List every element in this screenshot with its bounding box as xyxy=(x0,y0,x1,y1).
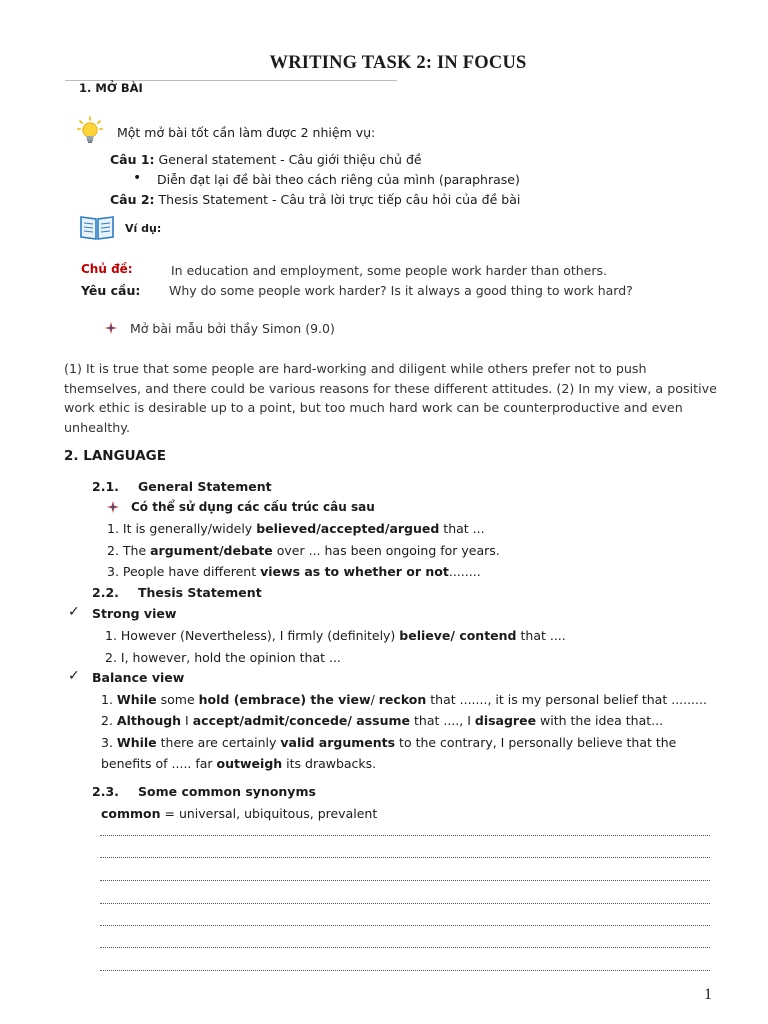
text-part: 2. The xyxy=(107,543,151,558)
writing-line xyxy=(100,970,710,971)
general-statement-2 xyxy=(107,543,500,558)
text-part: 3. xyxy=(101,735,117,750)
text-part-bold: reckon xyxy=(378,692,427,707)
text-part: some xyxy=(156,692,199,707)
checkmark-icon: ✓ xyxy=(68,604,80,620)
subsection-2-3-title: Some common synonyms xyxy=(138,784,316,799)
strong-view-label: Strong view xyxy=(92,606,177,621)
paraphrase-bullet-text: Diễn đạt lại đề bài theo cách riêng của mình (paraphrase) xyxy=(157,172,520,187)
writing-line xyxy=(100,835,710,836)
subsection-2-1-number: 2.1. xyxy=(92,479,119,494)
text-part-bold: disagree xyxy=(474,713,537,728)
cau-2-line xyxy=(110,192,520,207)
text-part: there are certainly xyxy=(156,735,281,750)
lightbulb-icon xyxy=(77,116,103,149)
text-part: ........ xyxy=(448,564,481,579)
sample-label: Mở bài mẫu bởi thầy Simon (9.0) xyxy=(130,321,335,336)
text-part: to the contrary, I personally believe that the xyxy=(395,735,677,750)
chu-de-text: In education and employment, some people work harder than others. xyxy=(171,263,607,278)
section-2-heading: 2. LANGUAGE xyxy=(64,448,166,464)
writing-line xyxy=(100,903,710,904)
cau-2-text: Thesis Statement - Câu trả lời trực tiếp câu hỏi của đề bài xyxy=(154,192,521,207)
writing-line xyxy=(100,880,710,881)
text-part: 3. People have different xyxy=(107,564,261,579)
balance-view-label: Balance view xyxy=(92,670,185,685)
subsection-2-3-number: 2.3. xyxy=(92,784,119,799)
page-number: 1 xyxy=(704,986,712,1003)
text-part-bold: While xyxy=(116,692,157,707)
text-part-bold: believed/accepted/argued xyxy=(256,521,440,536)
chu-de-label: Chủ đề: xyxy=(81,262,133,276)
text-part: its drawbacks. xyxy=(282,756,377,771)
subsection-2-2-number: 2.2. xyxy=(92,585,119,600)
section-1-heading: 1. MỞ BÀI xyxy=(79,81,143,95)
subsection-2-1-subtitle: Có thể sử dụng các cấu trúc câu sau xyxy=(131,500,375,514)
text-part-bold: views as to whether or not xyxy=(260,564,449,579)
text-part-bold: valid arguments xyxy=(280,735,396,750)
balance-view-3-cont xyxy=(101,756,376,771)
general-statement-1 xyxy=(107,521,485,536)
book-icon xyxy=(80,214,114,243)
synonym-list: = universal, ubiquitous, prevalent xyxy=(160,806,378,821)
text-part: that ... xyxy=(439,521,485,536)
text-part-bold: argument/debate xyxy=(150,543,273,558)
subsection-2-1-title: General Statement xyxy=(138,479,272,494)
text-part-bold: While xyxy=(116,735,157,750)
synonym-line xyxy=(101,806,377,821)
star-bullet-icon xyxy=(107,501,119,516)
writing-line xyxy=(100,947,710,948)
text-part: / xyxy=(370,692,379,707)
cau-1-line xyxy=(110,152,422,167)
text-part-bold: Although xyxy=(116,713,182,728)
subsection-2-2-title: Thesis Statement xyxy=(138,585,262,600)
text-part: over ... has been ongoing for years. xyxy=(272,543,500,558)
text-part: that .... xyxy=(516,628,566,643)
text-part: 2. xyxy=(101,713,117,728)
text-part: with the idea that... xyxy=(536,713,664,728)
text-part: that ......., it is my personal belief that ......... xyxy=(426,692,707,707)
cau-1-label: Câu 1: xyxy=(110,152,155,167)
text-part: 1. xyxy=(101,692,117,707)
checkmark-icon: ✓ xyxy=(68,668,80,684)
synonym-word: common xyxy=(101,806,161,821)
text-part-bold: outweigh xyxy=(216,756,283,771)
text-part: that ...., I xyxy=(410,713,475,728)
balance-view-3 xyxy=(101,735,676,750)
sample-paragraph: (1) It is true that some people are hard-working and diligent while others prefer not to push themselves, and there could be various reasons for these different attitudes. (2) In my view, a positive work ethic is desirable up to a point, but too much hard work can be counterproductive and even unhealthy. xyxy=(64,361,717,435)
strong-view-2: 2. I, however, hold the opinion that ... xyxy=(105,650,341,665)
text-part-bold: accept/admit/concede/ assume xyxy=(192,713,411,728)
example-label: Ví dụ: xyxy=(125,222,162,235)
cau-1-text: General statement - Câu giới thiệu chủ đề xyxy=(154,152,422,167)
writing-line xyxy=(100,857,710,858)
cau-2-label: Câu 2: xyxy=(110,192,155,207)
tip-text: Một mở bài tốt cần làm được 2 nhiệm vụ: xyxy=(117,125,376,140)
star-bullet-icon xyxy=(105,322,117,337)
balance-view-1 xyxy=(101,692,707,707)
balance-view-2 xyxy=(101,713,663,728)
yeu-cau-text: Why do some people work harder? Is it always a good thing to work hard? xyxy=(169,283,633,298)
bullet-dot: • xyxy=(133,170,142,186)
general-statement-3 xyxy=(107,564,481,579)
page-title: WRITING TASK 2: IN FOCUS xyxy=(269,53,527,73)
text-part-bold: believe/ contend xyxy=(399,628,517,643)
text-part: 1. It is generally/widely xyxy=(107,521,257,536)
text-part: benefits of ..... far xyxy=(101,756,217,771)
writing-line xyxy=(100,925,710,926)
yeu-cau-label: Yêu cầu: xyxy=(81,283,141,298)
text-part: I xyxy=(181,713,193,728)
strong-view-1 xyxy=(105,628,566,643)
text-part-bold: hold (embrace) the view xyxy=(198,692,371,707)
text-part: 1. However (Nevertheless), I firmly (definitely) xyxy=(105,628,400,643)
